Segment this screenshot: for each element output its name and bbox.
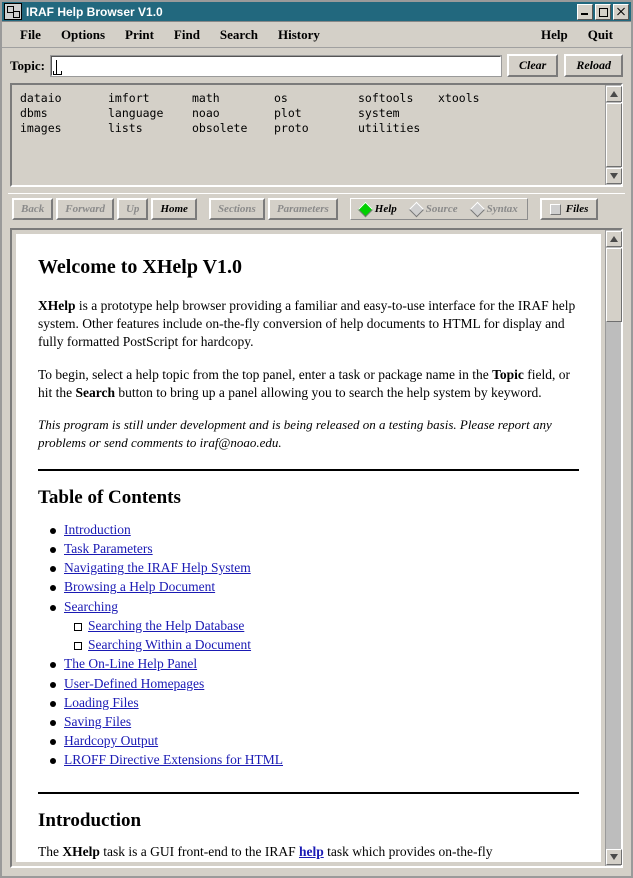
menu-help[interactable]: Help: [540, 26, 568, 42]
maximize-button[interactable]: [595, 4, 611, 20]
list-item: [64, 521, 579, 539]
list-item: [64, 559, 579, 577]
development-note: This program is still under development and is being released on a testing basis. Please report any problems or send comments to iraf@noao.edu.: [38, 417, 552, 450]
topic-list-scrollbar[interactable]: [605, 85, 621, 185]
toc-link-searching-within-document[interactable]: Searching Within a Document: [88, 637, 252, 653]
toc-sublist-searching: [64, 617, 579, 654]
parameters-button[interactable]: Parameters: [268, 198, 338, 220]
introduction-heading: Introduction: [38, 809, 142, 831]
checkbox-icon: [550, 204, 561, 215]
list-item[interactable]: obsolete: [192, 121, 248, 135]
list-item[interactable]: os: [274, 91, 288, 105]
topic-label: Topic:: [10, 57, 45, 73]
list-item: [64, 713, 579, 731]
toc-link-user-defined-homepages[interactable]: User-Defined Homepages: [64, 675, 205, 691]
toc-link-hardcopy-output[interactable]: Hardcopy Output: [64, 733, 159, 749]
page-title: Welcome to XHelp V1.0: [38, 256, 243, 278]
table-of-contents: [42, 521, 579, 770]
list-item[interactable]: math: [192, 91, 220, 105]
menu-file[interactable]: File: [20, 26, 41, 42]
menu-find[interactable]: Find: [173, 26, 200, 42]
radio-syntax[interactable]: [466, 201, 524, 217]
intro-part-c: task is a GUI front-end to the IRAF: [99, 844, 299, 860]
scroll-thumb[interactable]: [606, 248, 622, 322]
list-item: [64, 751, 579, 769]
p2-part-a: To begin, select a help topic from the top panel, enter a task or package name in the: [38, 366, 493, 382]
radio-source-label: Source: [425, 203, 458, 215]
text-caret: [56, 60, 57, 74]
list-item[interactable]: system: [358, 106, 400, 120]
radio-help[interactable]: [354, 201, 403, 217]
topic-list-panel: [10, 83, 623, 187]
minimize-button[interactable]: [577, 4, 593, 20]
nav-button-group: [12, 198, 197, 220]
list-item[interactable]: dbms: [20, 106, 48, 120]
divider: [38, 469, 579, 471]
menu-quit[interactable]: Quit: [587, 26, 613, 42]
clear-button[interactable]: Clear: [507, 54, 558, 77]
files-button[interactable]: [540, 198, 599, 220]
toolbar: [8, 193, 625, 224]
xhelp-bold: XHelp: [38, 298, 76, 313]
toc-link-introduction[interactable]: Introduction: [64, 521, 131, 537]
scroll-up-arrow-icon[interactable]: [606, 231, 622, 247]
radio-unselected-icon: [469, 201, 485, 217]
document-content: [16, 234, 601, 862]
topic-list[interactable]: [12, 85, 605, 185]
menu-bar: [2, 22, 631, 48]
list-item[interactable]: language: [108, 106, 164, 120]
scroll-thumb[interactable]: [606, 103, 622, 167]
close-button[interactable]: [613, 4, 629, 20]
scroll-up-arrow-icon[interactable]: [606, 86, 622, 102]
toc-link-online-help-panel[interactable]: The On-Line Help Panel: [64, 656, 198, 672]
title-bar: [2, 2, 631, 22]
intro-paragraph-1-text: is a prototype help browser providing a familiar and easy-to-use interface for the IRAF help system. Other features include on-the-fly conversion of help documents to HTML for display and fully formatted PostScript for hardcopy.: [38, 298, 576, 350]
toc-link-loading-files[interactable]: Loading Files: [64, 694, 139, 710]
radio-help-label: Help: [374, 203, 397, 215]
list-item: [64, 540, 579, 558]
list-item[interactable]: softools: [358, 91, 414, 105]
toc-link-task-parameters[interactable]: Task Parameters: [64, 541, 153, 557]
menu-options[interactable]: Options: [60, 26, 106, 42]
p2-part-c: field, or hit the: [38, 366, 571, 400]
list-item[interactable]: proto: [274, 121, 309, 135]
document-scrollbar[interactable]: [605, 230, 621, 866]
radio-source[interactable]: [405, 201, 464, 217]
list-item[interactable]: xtools: [438, 91, 480, 105]
toc-link-searching-help-database[interactable]: Searching the Help Database: [88, 617, 245, 633]
intro-xhelp-bold: XHelp: [62, 844, 100, 860]
topic-bar: [2, 48, 631, 83]
window-menu-icon[interactable]: [4, 3, 22, 20]
list-item[interactable]: [438, 106, 597, 121]
toc-link-searching[interactable]: Searching: [64, 598, 118, 614]
intro-paragraph-2: [38, 366, 579, 402]
list-item[interactable]: dataio: [20, 91, 62, 105]
toc-link-lroff-extensions[interactable]: LROFF Directive Extensions for HTML: [64, 752, 283, 768]
list-item: [64, 694, 579, 712]
back-button[interactable]: Back: [12, 198, 53, 220]
list-item: [64, 675, 579, 693]
sections-button[interactable]: Sections: [209, 198, 265, 220]
p2-search-bold: Search: [75, 384, 115, 400]
list-item: [64, 732, 579, 750]
help-task-link[interactable]: help: [298, 844, 324, 860]
menu-bar-right: [531, 25, 623, 45]
toc-link-navigating[interactable]: Navigating the IRAF Help System: [64, 560, 251, 576]
divider: [38, 792, 579, 794]
list-item[interactable]: lists: [108, 121, 143, 135]
list-item[interactable]: utilities: [358, 121, 421, 135]
reload-button[interactable]: Reload: [564, 54, 623, 77]
list-item: [64, 598, 579, 655]
list-item: [64, 655, 579, 673]
menu-print[interactable]: Print: [125, 26, 154, 42]
intro-part-a: The: [38, 844, 63, 860]
list-item: [64, 578, 579, 596]
list-item[interactable]: imfort: [108, 91, 150, 105]
up-button[interactable]: Up: [117, 198, 148, 220]
list-item[interactable]: [438, 121, 597, 136]
list-item[interactable]: plot: [274, 106, 302, 120]
scroll-track[interactable]: [607, 322, 621, 848]
forward-button[interactable]: Forward: [56, 198, 114, 220]
radio-selected-icon: [358, 201, 374, 217]
toc-link-saving-files[interactable]: Saving Files: [64, 714, 132, 730]
intro-part-d: task which provides on-the-fly: [323, 844, 493, 860]
menu-search[interactable]: Search: [219, 26, 258, 42]
list-item[interactable]: images: [20, 121, 62, 135]
scroll-down-arrow-icon[interactable]: [606, 168, 622, 184]
toc-heading: Table of Contents: [38, 487, 181, 509]
menu-history[interactable]: History: [277, 26, 320, 42]
list-item: [88, 636, 579, 654]
files-button-label: Files: [565, 203, 589, 215]
toc-link-browsing[interactable]: Browsing a Help Document: [64, 579, 216, 595]
introduction-paragraph: [38, 843, 579, 861]
home-button[interactable]: Home: [151, 198, 197, 220]
p2-part-e: button to bring up a panel allowing you to search the help system by keyword.: [115, 384, 542, 400]
document-panel: [10, 228, 623, 868]
window-controls: [577, 4, 629, 20]
list-item: [88, 617, 579, 635]
view-mode-radio-group: [350, 198, 528, 220]
topic-input[interactable]: [51, 56, 501, 76]
section-button-group: [209, 198, 338, 220]
intro-paragraph-1: [38, 297, 579, 352]
window-title: IRAF Help Browser V1.0: [26, 4, 163, 19]
radio-unselected-icon: [409, 201, 425, 217]
radio-syntax-label: Syntax: [486, 203, 518, 215]
scroll-down-arrow-icon[interactable]: [606, 849, 622, 865]
list-item[interactable]: noao: [192, 106, 220, 120]
p2-topic-bold: Topic: [492, 366, 524, 382]
